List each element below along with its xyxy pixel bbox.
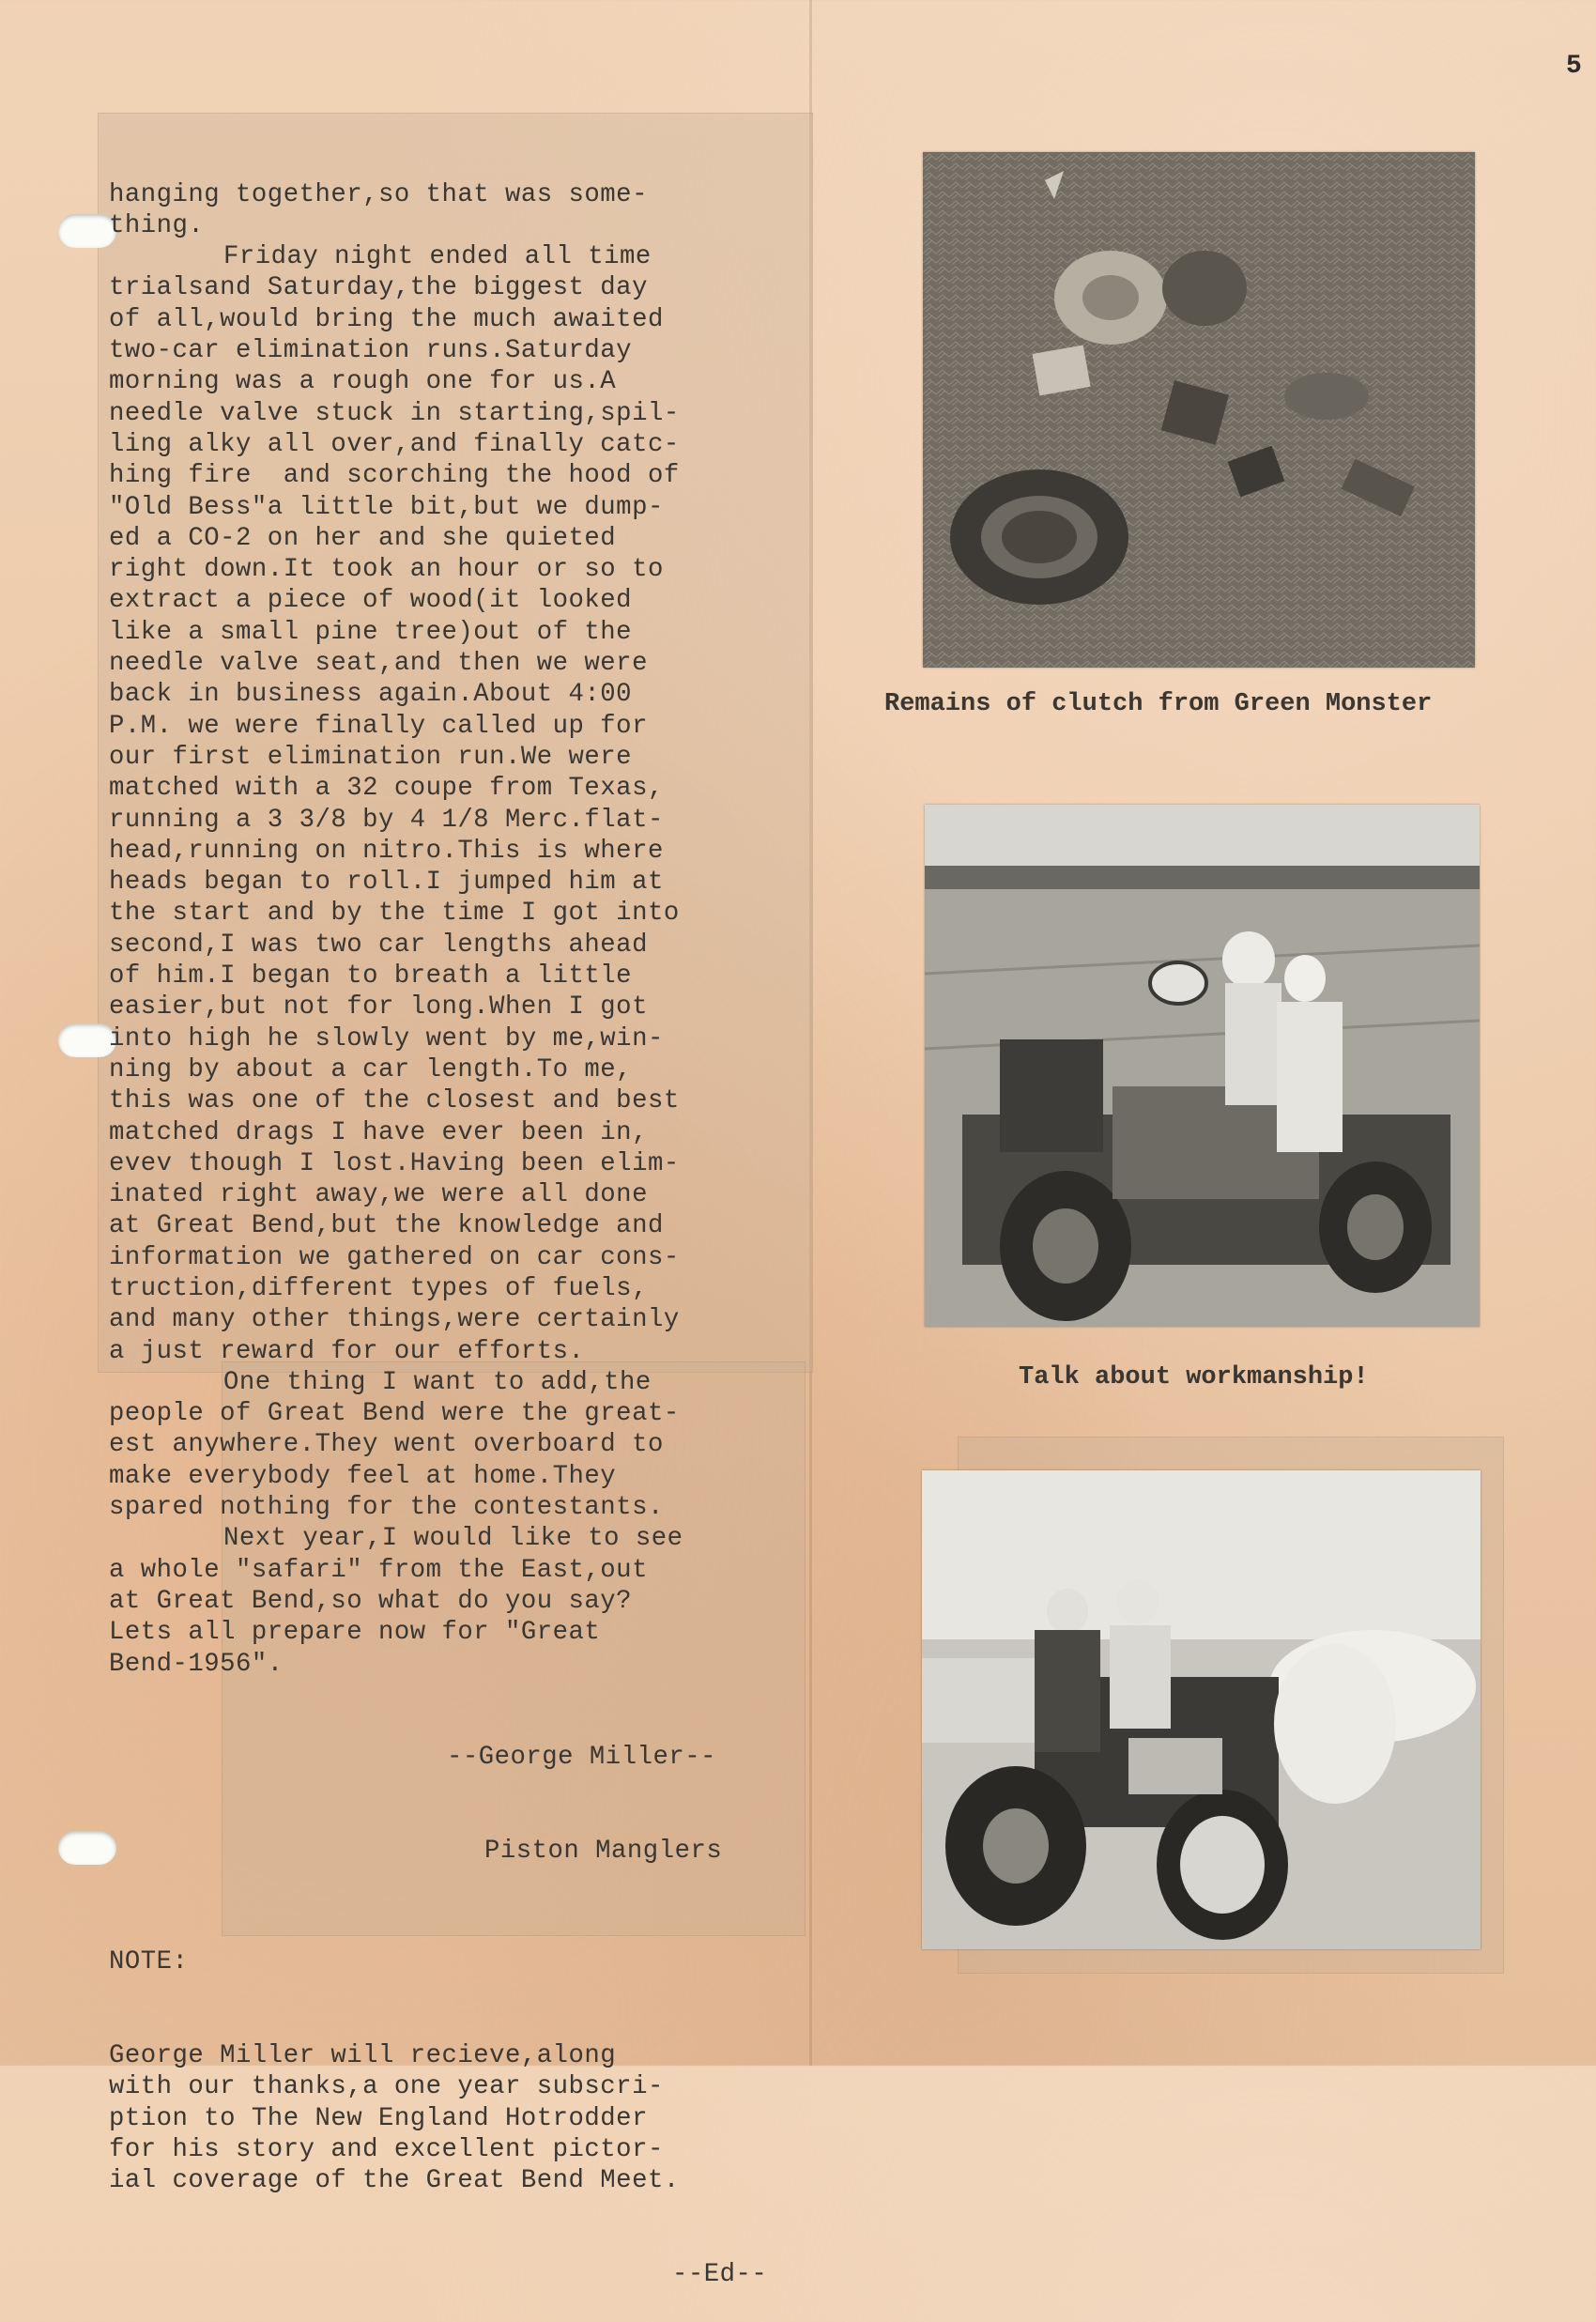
article-body	[109, 179, 804, 1680]
note-line: George Miller will recieve,along	[109, 2041, 617, 2071]
article-line: information we gathered on car cons-	[109, 1242, 680, 1272]
article-line: morning was a rough one for us.A	[109, 367, 617, 397]
photo-caption: Talk about workmanship!	[1019, 1363, 1369, 1392]
article-line: easier,but not for long.When I got	[109, 992, 648, 1023]
photo-image	[922, 1470, 1481, 1949]
article-line: and many other things,were certainly	[109, 1305, 680, 1335]
article-line: truction,different types of fuels,	[109, 1273, 648, 1303]
article-line: people of Great Bend were the great-	[109, 1399, 680, 1429]
article-line: a whole "safari" from the East,out	[109, 1555, 648, 1585]
article-line: running a 3 3/8 by 4 1/8 Merc.flat-	[109, 805, 664, 835]
article-line: two-car elimination runs.Saturday	[109, 336, 633, 366]
article-line: needle valve seat,and then we were	[109, 649, 648, 679]
article-line: needle valve stuck in starting,spil-	[109, 398, 680, 428]
article-line: at Great Bend,but the knowledge and	[109, 1211, 664, 1241]
article-line: matched with a 32 coupe from Texas,	[109, 774, 664, 804]
binder-hole	[58, 1831, 116, 1865]
binder-hole	[58, 214, 116, 248]
article-line: ling alky all over,and finally catc-	[109, 429, 680, 459]
article-line: like a small pine tree)out of the	[109, 617, 633, 647]
photo-image	[925, 805, 1480, 1327]
article-line: this was one of the closest and best	[109, 1086, 680, 1116]
note-line: for his story and excellent pictor-	[109, 2135, 664, 2164]
article-line: at Great Bend,so what do you say?	[109, 1586, 633, 1616]
article-line: right down.It took an hour or so to	[109, 555, 664, 585]
article-line: heads began to roll.I jumped him at	[109, 868, 664, 898]
note-line: with our thanks,a one year subscri-	[109, 2072, 664, 2102]
signature-name: --George Miller--	[447, 1743, 716, 1773]
article-line: ed a CO-2 on her and she quieted	[109, 523, 617, 553]
article-line: evev though I lost.Having been elim-	[109, 1148, 680, 1178]
article-line: P.M. we were finally called up for	[109, 711, 648, 741]
article-line: back in business again.About 4:00	[109, 680, 633, 710]
article-line: make everybody feel at home.They	[109, 1461, 617, 1491]
article-line: Next year,I would like to see	[223, 1524, 683, 1554]
article-line: trialsand Saturday,the biggest day	[109, 273, 648, 303]
article-line: inated right away,we were all done	[109, 1180, 648, 1210]
note-line: ption to The New England Hotrodder	[109, 2103, 648, 2133]
article-text	[109, 116, 804, 2322]
photo-workmanship	[925, 805, 1480, 1327]
article-line: Friday night ended all time	[223, 242, 652, 272]
note-line: ial coverage of the Great Bend Meet.	[109, 2166, 680, 2196]
article-line: into high he slowly went by me,win-	[109, 1023, 664, 1053]
article-line: "Old Bess"a little bit,but we dump-	[109, 492, 664, 522]
article-line: the start and by the time I got into	[109, 899, 680, 929]
photo-caption: Remains of clutch from Green Monster	[884, 690, 1433, 718]
article-line: thing.	[109, 210, 205, 240]
page-number: 5	[1566, 52, 1582, 81]
note-label: NOTE:	[109, 1947, 189, 1977]
article-line: second,I was two car lengths ahead	[109, 930, 648, 960]
article-line: spared nothing for the contestants.	[109, 1493, 664, 1523]
article-line: One thing I want to add,the	[223, 1367, 652, 1397]
article-line: of all,would bring the much awaited	[109, 304, 664, 334]
note-body	[109, 2040, 804, 2196]
article-line: Bend-1956".	[109, 1649, 284, 1679]
article-line: extract a piece of wood(it looked	[109, 586, 633, 616]
binder-hole	[58, 1023, 116, 1057]
article-line: hing fire and scorching the hood of	[109, 461, 680, 491]
article-line: matched drags I have ever been in,	[109, 1117, 648, 1147]
signature-club: Piston Manglers	[484, 1837, 723, 1867]
photo-roadster-880	[922, 1470, 1481, 1949]
article-line: our first elimination run.We were	[109, 742, 633, 772]
photo-clutch-remains	[923, 152, 1475, 668]
article-line: of him.I began to breath a little	[109, 961, 633, 992]
article-line: hanging together,so that was some-	[109, 179, 648, 209]
article-line: ning by about a car length.To me,	[109, 1054, 633, 1084]
photo-image	[923, 152, 1475, 668]
article-line: est anywhere.They went overboard to	[109, 1430, 664, 1460]
article-line: head,running on nitro.This is where	[109, 836, 664, 866]
editor-mark: --Ed--	[672, 2260, 768, 2290]
article-line: Lets all prepare now for "Great	[109, 1618, 601, 1648]
article-line: a just reward for our efforts.	[109, 1336, 585, 1366]
